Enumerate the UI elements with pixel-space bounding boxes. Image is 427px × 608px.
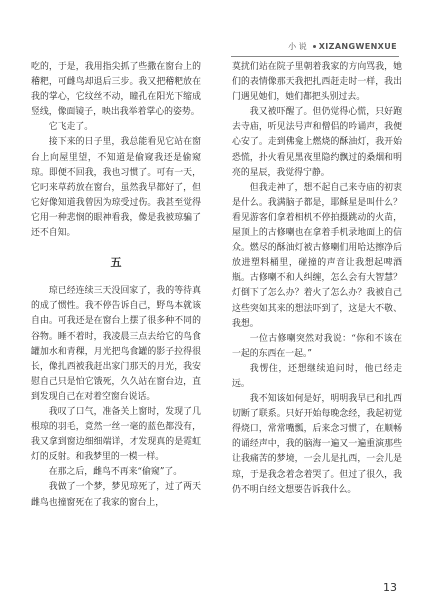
page-number: 13 <box>383 581 397 594</box>
paragraph: 我又被吓醒了。但仍觉得心慌，只好跑去寺庙，听见法号声和僧侣的吟诵声，我便心安了。走到佛龛上燃烧的酥油灯，我开始恐慌，扑火看见黑夜里隐约飘过的桑烟和明亮的星辰，我觉得宁静。 <box>232 107 402 178</box>
paragraph: 琼已经连续三天没回家了，我的等待真的成了惯性。我不停告诉自己，野鸟本就该自由。可我还是在窗台上摆了很多种不同的谷物。睡不着时，我凌晨三点去给它的鸟食罐加水和青稞，月光把鸟食罐的影子拉得很长，像扎西被我赶出家门那天的月光，我安慰自己只是怕它饿死，久久站在窗台边，直到发现自己在对着空窗台说话。 <box>31 286 201 402</box>
paragraph: 它飞走了。 <box>48 122 94 133</box>
section-tag: 小 说 <box>288 41 307 51</box>
running-header <box>247 38 397 54</box>
paragraph: 一位古修喇突然对我说：“你和不该在一起的东西在一起。” <box>232 333 402 359</box>
right-column <box>232 60 402 498</box>
header-rule <box>231 56 399 57</box>
paragraph: 我做了一个梦，梦见琼死了，过了两天雌鸟也撞窗死在了我家的窗台上， <box>31 482 201 508</box>
left-paragraphs-after <box>31 284 201 510</box>
paragraph: 我叹了口气，准备关上窗时，发现了几根琼的羽毛，竟然一丝一毫的蓝色都没有，我又拿到窗边细细端详，才发现真的是霓虹灯的反射。和我梦里的一模一样。 <box>31 406 201 463</box>
separator-dot-icon <box>313 45 316 48</box>
paragraph: 我愣住，还想继续追问时，他已经走远。 <box>232 363 402 389</box>
left-paragraphs-before <box>31 60 201 241</box>
paragraph: 在那之后，雌鸟不再来“偷窥”了。 <box>48 467 183 478</box>
section-number: 五 <box>110 256 122 270</box>
right-paragraphs <box>232 60 402 498</box>
paragraph: 我不知该如何是好，明明我早已和扎西切断了联系。只好开始每晚念经，我起初觉得烧口，常常嘴瓢，后来念习惯了，在顺畅的诵经声中，我的脑海一遍又一遍重演那些让我痛苦的梦境，一会儿是扎西，一会儿是琼，于是我念着念着哭了。但过了很久，我仍不明白经文想要告诉我什么。 <box>232 394 402 495</box>
paragraph: 接下来的日子里，我总能看见它站在窗台上向屋里望，不知道是偷窥我还是偷窥琼。即便不回我，我也习惯了。可有一天，它叼来草药放在窗台，虽然我早都好了，但它好像知道我曾因为琼受过伤。我甚至觉得它用一种悲悯的眼神看我，像是我被琼骗了还不自知。 <box>31 137 201 239</box>
paragraph: 但我走神了，想不起自己来寺庙的初衷是什么。我满脑子都是，耶稣星是叫什么？看见游客们拿着相机不停拍摄跳动的火苗，屋顶上的古修喇也在拿着手机录地面上的信众。燃尽的酥油灯被古修喇们用哈达擦净后放进塑料桶里，碰撞的声音让我想起啤酒瓶。古修喇不和人纠缠，怎么会有大智慧？灯倒下了怎么办？着火了怎么办？我被自己这些突如其来的想法吓到了，这是大不敬、我想。 <box>232 182 402 329</box>
left-column <box>31 60 201 511</box>
paragraph: 吃的，于是，我用指尖抓了些撒在窗台上的稽粑，可雌鸟却退后三步。我又把稽粑放在我的掌心，它纹丝不动，瞳孔在阳光下缩成竖线，像面镜子，映出我举着掌心的姿势。 <box>31 62 201 118</box>
magazine-brand: XIZANGWENXUE <box>318 41 397 51</box>
paragraph: 莫扰们站在院子里朝着我家的方向骂我，她们的表情像那天我把扎西赶走时一样，我出门遇见她们，她们都把头别过去。 <box>232 62 402 103</box>
